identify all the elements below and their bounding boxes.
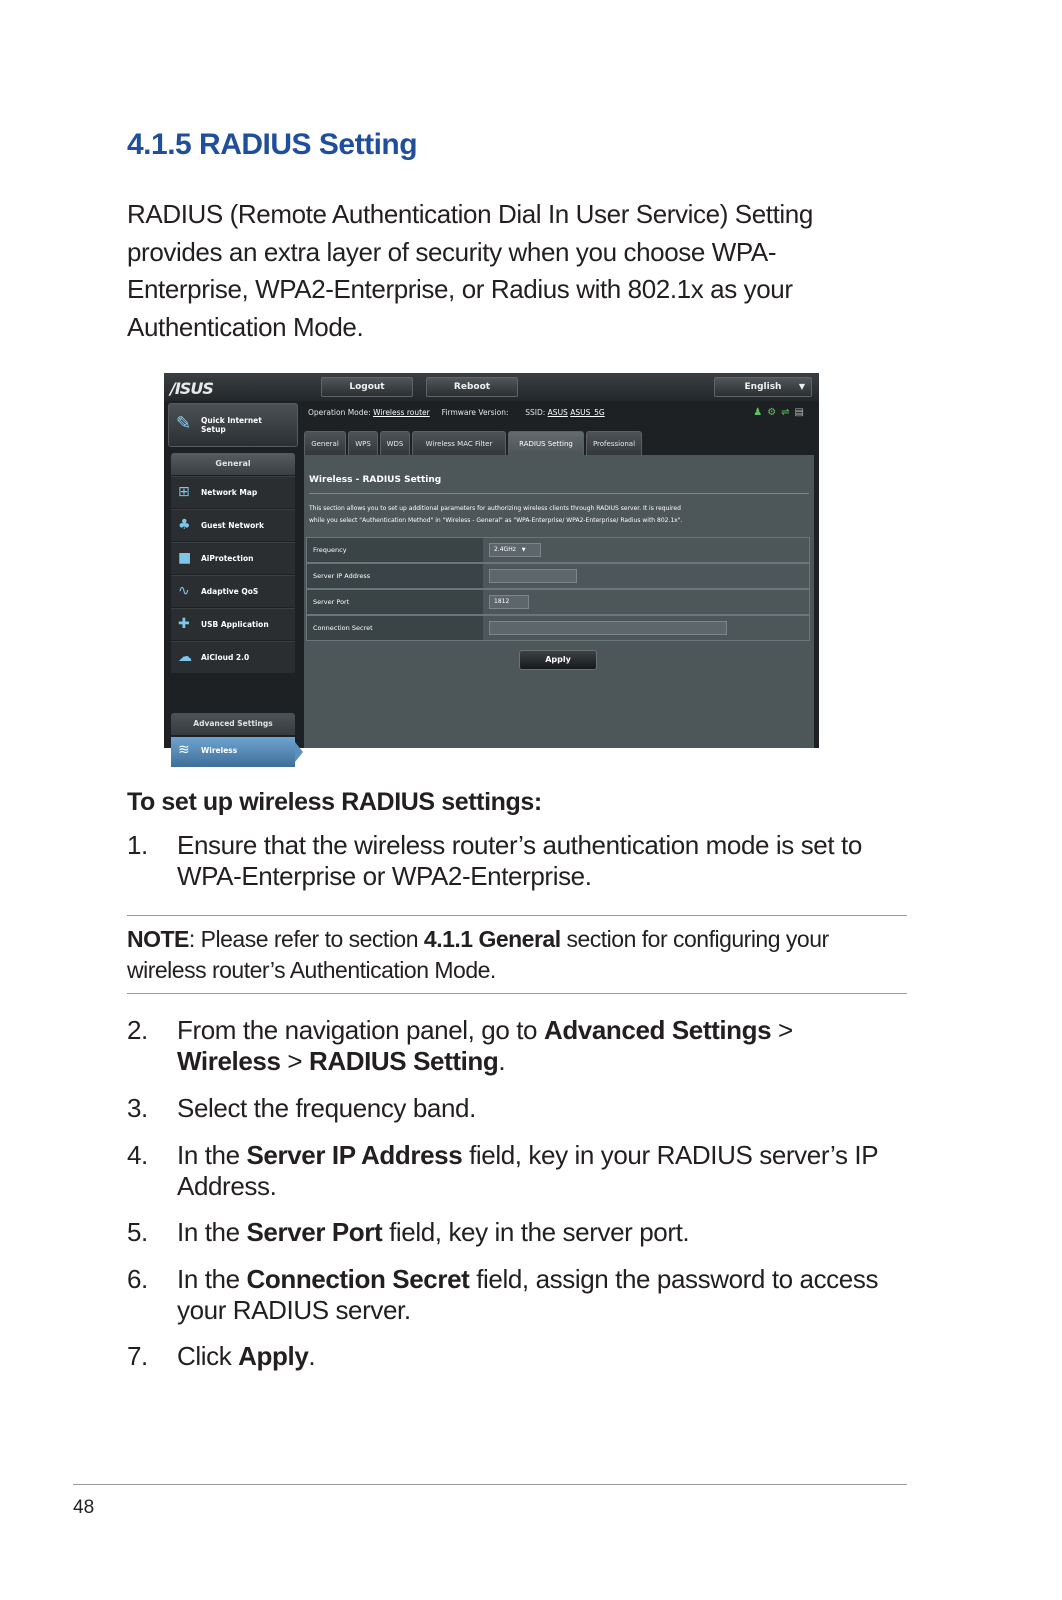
usb-status-icon[interactable]: ⇌ bbox=[781, 407, 795, 418]
step-number: 3. bbox=[127, 1093, 148, 1123]
ssid-link[interactable]: ASUS bbox=[547, 408, 568, 417]
step-text-part: field, key in your RADIUS server’s IP bbox=[462, 1140, 879, 1170]
field-cell bbox=[483, 616, 809, 640]
field-cell bbox=[483, 590, 809, 614]
step-text: Ensure that the wireless router’s authentication mode is set to bbox=[177, 830, 862, 860]
field-cell bbox=[483, 538, 809, 562]
step-number: 2. bbox=[127, 1015, 148, 1045]
step-text bbox=[177, 1341, 907, 1372]
table-row bbox=[306, 563, 810, 589]
step-item bbox=[127, 1264, 907, 1326]
status-icons bbox=[753, 407, 809, 418]
language-select[interactable] bbox=[714, 377, 812, 397]
operation-mode-label: Operation Mode: bbox=[308, 408, 371, 417]
table-row bbox=[306, 615, 810, 641]
panel-description-line: while you select "Authentication Method" in "Wireless - General" as "WPA-Enterprise/ WPA2-Enterprise/ Radius with 802.1x". bbox=[309, 517, 683, 524]
step-text-part: > bbox=[771, 1015, 793, 1045]
sidebar-item-wireless[interactable] bbox=[171, 737, 295, 767]
language-label: English bbox=[744, 382, 782, 392]
step-text-part: In the bbox=[177, 1217, 247, 1247]
frequency-value: 2.4GHz bbox=[494, 546, 516, 553]
sidebar-item-usb-application[interactable] bbox=[171, 608, 295, 640]
sidebar-item-label: USB Application bbox=[201, 620, 269, 629]
general-heading: General bbox=[171, 453, 295, 475]
step-text-part: . bbox=[498, 1046, 506, 1076]
step-text: WPA-Enterprise or WPA2-Enterprise. bbox=[177, 861, 592, 891]
server-ip-input[interactable] bbox=[489, 569, 577, 583]
router-sidebar bbox=[168, 403, 298, 758]
step-emphasis: Connection Secret bbox=[246, 1264, 470, 1294]
note-bottom-rule bbox=[127, 993, 907, 994]
note-line: wireless router’s Authentication Mode. bbox=[127, 957, 496, 983]
tab-wps[interactable]: WPS bbox=[348, 431, 378, 455]
connection-secret-input[interactable] bbox=[489, 621, 727, 635]
step-number: 4. bbox=[127, 1140, 148, 1170]
step-emphasis: Wireless bbox=[177, 1046, 281, 1076]
quick-internet-setup-button[interactable] bbox=[168, 403, 298, 447]
intro-line: RADIUS (Remote Authentication Dial In User Service) Setting bbox=[127, 199, 813, 229]
step-emphasis: RADIUS Setting bbox=[308, 1046, 499, 1076]
footer-rule bbox=[73, 1484, 907, 1485]
step-text bbox=[177, 1046, 907, 1077]
step-item bbox=[127, 830, 907, 892]
note-box bbox=[127, 924, 917, 986]
sidebar-item-label: Network Map bbox=[201, 488, 258, 497]
tab-wds[interactable]: WDS bbox=[380, 431, 410, 455]
chevron-down-icon: ▼ bbox=[798, 382, 805, 391]
printer-status-icon[interactable]: ▤ bbox=[794, 407, 809, 418]
step-number: 1. bbox=[127, 830, 148, 860]
step-emphasis: Apply bbox=[238, 1341, 309, 1371]
step-text: Select the frequency band. bbox=[177, 1093, 476, 1123]
network-map-icon: ⊞ bbox=[178, 484, 190, 500]
step-text-part: field, key in the server port. bbox=[382, 1217, 690, 1247]
intro-line: provides an extra layer of security when you choose WPA- bbox=[127, 236, 777, 267]
step-item bbox=[127, 1093, 907, 1124]
sidebar-item-network-map[interactable] bbox=[171, 476, 295, 508]
network-status-icon[interactable]: ⚙ bbox=[767, 407, 782, 418]
step-text bbox=[177, 1140, 907, 1171]
panel-description-line: This section allows you to set up additional parameters for authorizing wireless clients through RADIUS server. It is required bbox=[309, 505, 681, 512]
step-emphasis: Server Port bbox=[246, 1217, 383, 1247]
reboot-button[interactable]: Reboot bbox=[426, 377, 518, 397]
router-ui-screenshot bbox=[164, 373, 819, 758]
quick-setup-label: Quick Internet Setup bbox=[201, 416, 262, 434]
step-text: Address. bbox=[177, 1171, 277, 1201]
intro-line: Authentication Mode. bbox=[127, 311, 364, 342]
step-number: 7. bbox=[127, 1341, 148, 1371]
steps-heading: To set up wireless RADIUS settings: bbox=[127, 788, 542, 816]
note-text: section for configuring your bbox=[560, 926, 829, 952]
sidebar-item-label: AiCloud 2.0 bbox=[201, 653, 250, 662]
asus-logo: /ISUS bbox=[170, 379, 213, 398]
section-title: 4.1.5 RADIUS Setting bbox=[127, 128, 418, 161]
tab-wireless-mac-filter[interactable]: Wireless MAC Filter bbox=[412, 431, 506, 455]
panel-title: Wireless - RADIUS Setting bbox=[309, 475, 442, 485]
wand-icon: ✎ bbox=[176, 413, 192, 434]
sidebar-item-guest-network[interactable] bbox=[171, 509, 295, 541]
puzzle-icon: ✚ bbox=[178, 616, 190, 632]
connection-secret-label: Connection Secret bbox=[307, 616, 483, 640]
status-bar bbox=[304, 403, 819, 423]
note-text: : Please refer to section bbox=[188, 926, 424, 952]
ssid-link[interactable]: ASUS_5G bbox=[570, 408, 605, 417]
sidebar-item-label: Adaptive QoS bbox=[201, 587, 259, 596]
step-emphasis: Advanced Settings bbox=[543, 1015, 772, 1045]
step-item bbox=[127, 1140, 907, 1202]
note-label: NOTE bbox=[127, 926, 189, 952]
intro-line: Enterprise, WPA2-Enterprise, or Radius with 802.1x as your bbox=[127, 274, 793, 304]
active-item-arrow bbox=[295, 742, 303, 762]
wifi-icon: ≋ bbox=[178, 742, 190, 758]
apply-button[interactable]: Apply bbox=[519, 650, 597, 670]
field-cell bbox=[483, 564, 809, 588]
advanced-settings-heading: Advanced Settings bbox=[171, 713, 295, 735]
step-text bbox=[177, 1264, 907, 1295]
step-emphasis: Server IP Address bbox=[246, 1140, 463, 1170]
step-text-part: In the bbox=[177, 1140, 247, 1170]
sidebar-item-label: AiProtection bbox=[201, 554, 254, 563]
panel-divider bbox=[309, 493, 809, 494]
step-text: your RADIUS server. bbox=[177, 1295, 411, 1325]
router-top-bar bbox=[164, 373, 819, 401]
guest-network-icon: ♣ bbox=[178, 517, 191, 533]
server-port-input[interactable]: 1812 bbox=[489, 595, 529, 609]
note-top-rule bbox=[127, 915, 907, 916]
note-line bbox=[127, 924, 917, 955]
step-text-part: From the navigation panel, go to bbox=[177, 1015, 544, 1045]
step-number: 6. bbox=[127, 1264, 148, 1294]
table-row bbox=[306, 537, 810, 563]
sidebar-item-label: Wireless bbox=[201, 746, 238, 755]
logout-button[interactable]: Logout bbox=[321, 377, 413, 397]
step-item bbox=[127, 1217, 907, 1248]
note-reference: 4.1.1 General bbox=[423, 926, 561, 952]
step-text bbox=[177, 1015, 907, 1046]
panel-description bbox=[309, 503, 809, 527]
tab-general[interactable]: General bbox=[304, 431, 346, 455]
lock-icon: ■ bbox=[178, 550, 192, 566]
step-text-part: > bbox=[280, 1046, 309, 1076]
step-text-part: In the bbox=[177, 1264, 247, 1294]
qos-icon: ∿ bbox=[178, 583, 190, 599]
step-text-part: . bbox=[308, 1341, 316, 1371]
operation-mode-link[interactable]: Wireless router bbox=[373, 408, 430, 417]
server-port-label: Server Port bbox=[307, 590, 483, 614]
frequency-select[interactable] bbox=[489, 543, 541, 557]
cloud-icon: ☁ bbox=[178, 649, 192, 665]
frequency-label: Frequency bbox=[307, 538, 483, 562]
intro-paragraph bbox=[127, 196, 867, 346]
page-number: 48 bbox=[73, 1497, 95, 1518]
ssid-label: SSID: bbox=[525, 408, 546, 417]
sidebar-item-label: Guest Network bbox=[201, 521, 264, 530]
sidebar-item-aicloud[interactable] bbox=[171, 641, 295, 673]
step-text-part: Click bbox=[177, 1341, 239, 1371]
step-text bbox=[177, 1217, 907, 1248]
radius-settings-panel bbox=[304, 455, 814, 748]
chevron-down-icon: ▼ bbox=[521, 547, 526, 553]
server-ip-label: Server IP Address bbox=[307, 564, 483, 588]
client-status-icon[interactable]: ♟ bbox=[753, 407, 768, 418]
step-text-part: field, assign the password to access bbox=[469, 1264, 879, 1294]
tab-professional[interactable]: Professional bbox=[586, 431, 642, 455]
firmware-label: Firmware Version: bbox=[441, 408, 509, 417]
step-item bbox=[127, 1341, 907, 1372]
step-number: 5. bbox=[127, 1217, 148, 1247]
sidebar-item-aiprotection[interactable] bbox=[171, 542, 295, 574]
table-row bbox=[306, 589, 810, 615]
sidebar-item-adaptive-qos[interactable] bbox=[171, 575, 295, 607]
tab-radius-setting[interactable]: RADIUS Setting bbox=[508, 431, 584, 455]
step-item bbox=[127, 1015, 907, 1077]
